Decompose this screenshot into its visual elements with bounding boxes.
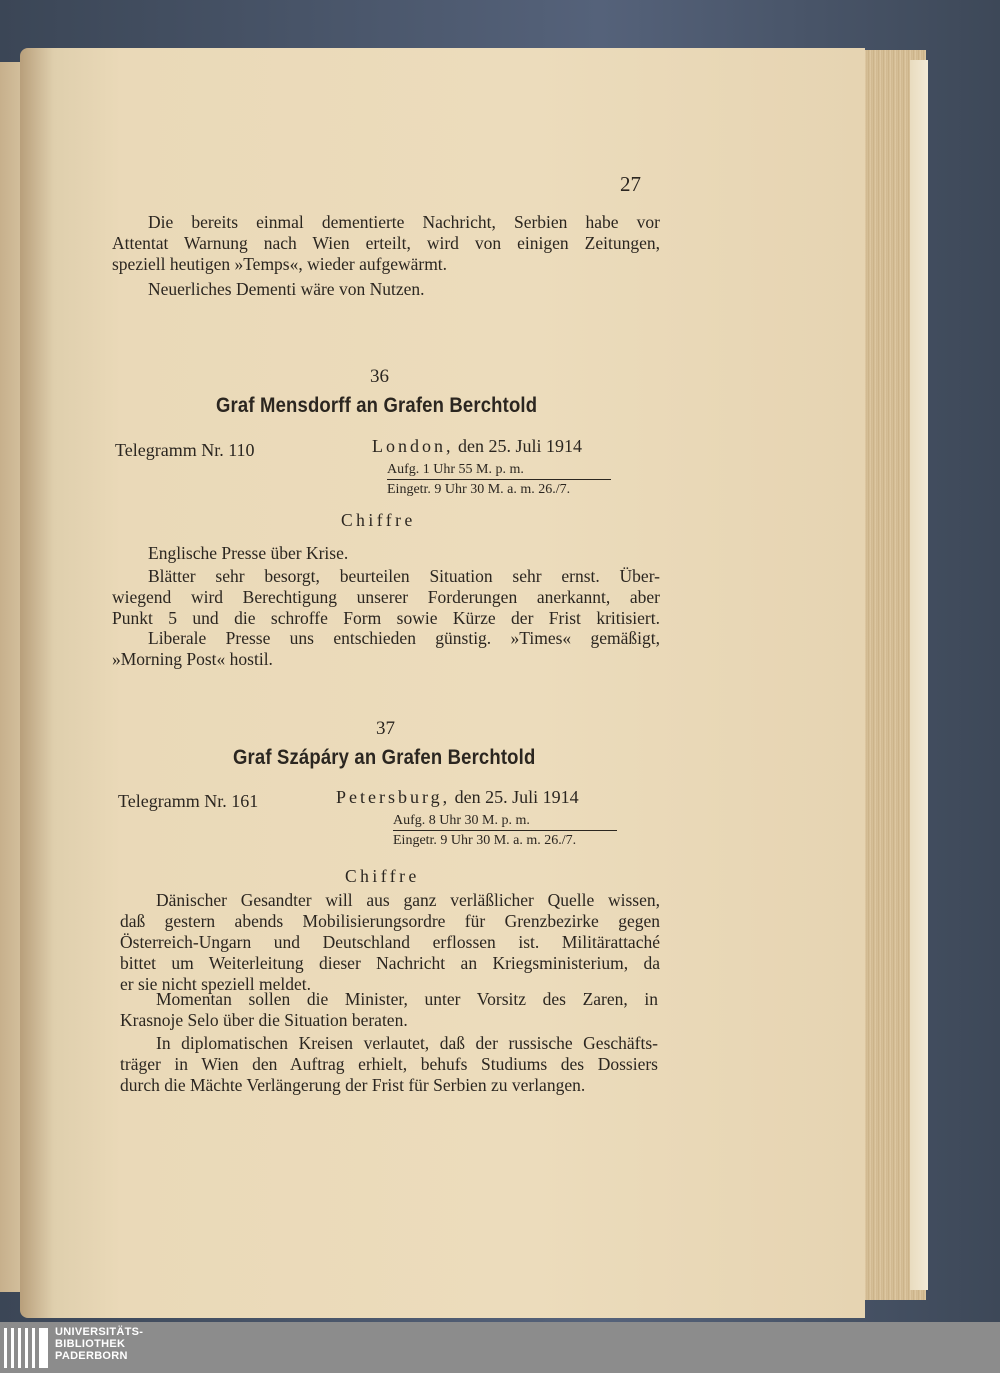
eingetr-time: Eingetr. 9 Uhr 30 M. a. m. 26./7. [387, 482, 571, 497]
doc37-paragraph-2 [120, 989, 658, 1031]
library-name-line-2: BIBLIOTHEK [55, 1338, 126, 1350]
library-name-line-1: UNIVERSITÄTS- [55, 1326, 144, 1338]
date: den 25. Juli 1914 [454, 787, 579, 807]
time-stamps-36 [387, 462, 611, 498]
text-line: Krasnoje Selo über die Situation beraten. [120, 1010, 408, 1030]
page-block-front [910, 60, 928, 1290]
text-line: Attentat Warnung nach Wien erteilt, wird von einigen Zeitungen, [112, 233, 660, 253]
doc36-paragraph-1 [112, 543, 660, 564]
doc37-paragraph-3 [120, 1033, 658, 1096]
place-date-36 [372, 436, 582, 457]
time-stamps-37 [393, 813, 617, 849]
place-name: London, [372, 436, 454, 456]
place-name: Petersburg, [336, 787, 451, 807]
intro-paragraph-2 [112, 279, 660, 300]
aufg-time: Aufg. 8 Uhr 30 M. p. m. [393, 813, 617, 831]
footer-bar [0, 1322, 1000, 1373]
eingetr-time: Eingetr. 9 Uhr 30 M. a. m. 26./7. [393, 833, 577, 848]
document-heading-36: Graf Mensdorff an Grafen Berchtold [216, 394, 538, 417]
text-line: speziell heutigen »Temps«, wieder aufgewärmt. [112, 254, 448, 274]
doc36-paragraph-3 [112, 628, 660, 670]
chiffre-label-37: Chiffre [345, 866, 420, 886]
document-number-36: 36 [370, 366, 389, 387]
library-name-line-3: PADERBORN [55, 1350, 128, 1362]
text-line: daß gestern abends Mobilisierungsordre für Grenzbezirke gegen [120, 911, 660, 931]
text-line: In diplomatischen Kreisen verlautet, daß der russische Geschäfts- [156, 1033, 658, 1053]
telegram-number-37: Telegramm Nr. 161 [118, 791, 259, 811]
text-line: Neuerliches Dementi wäre von Nutzen. [148, 279, 425, 299]
text-line: Blätter sehr besorgt, beurteilen Situation sehr ernst. Über- [148, 566, 660, 586]
text-line: Punkt 5 und die schroffe Form sowie Kürze der Frist kritisiert. [112, 608, 660, 628]
doc36-paragraph-2 [112, 566, 660, 629]
text-line: »Morning Post« hostil. [112, 649, 273, 669]
intro-paragraph-1 [112, 212, 660, 275]
chiffre-label-36: Chiffre [341, 510, 416, 530]
text-line: Englische Presse über Krise. [148, 543, 349, 563]
telegram-number-36: Telegramm Nr. 110 [115, 440, 255, 460]
text-line: träger in Wien den Auftrag erhielt, behufs Studiums des Dossiers [120, 1054, 658, 1074]
text-line: Die bereits einmal dementierte Nachricht, Serbien habe vor [148, 212, 660, 232]
text-line: Österreich-Ungarn und Deutschland erflossen ist. Militärattaché [120, 932, 660, 952]
text-line: Dänischer Gesandter will aus ganz verläßlicher Quelle wissen, [156, 890, 660, 910]
page-number: 27 [620, 172, 641, 196]
text-line: Liberale Presse uns entschieden günstig. »Times« gemäßigt, [148, 628, 660, 648]
document-number-37: 37 [376, 718, 395, 739]
text-line: wiegend wird Berechtigung unserer Forderungen anerkannt, aber [112, 587, 660, 607]
place-date-37 [336, 787, 579, 808]
document-heading-37: Graf Szápáry an Grafen Berchtold [233, 746, 536, 769]
aufg-time: Aufg. 1 Uhr 55 M. p. m. [387, 462, 611, 480]
doc37-paragraph-1 [120, 890, 660, 995]
library-logo-icon [4, 1328, 48, 1368]
date: den 25. Juli 1914 [458, 436, 582, 456]
text-line: bittet um Weiterleitung dieser Nachricht an Kriegsministerium, da [120, 953, 660, 973]
text-line: Momentan sollen die Minister, unter Vorsitz des Zaren, in [156, 989, 658, 1009]
text-line: durch die Mächte Verlängerung der Frist für Serbien zu verlangen. [120, 1075, 586, 1095]
text-line: er sie nicht speziell meldet. [120, 974, 311, 994]
